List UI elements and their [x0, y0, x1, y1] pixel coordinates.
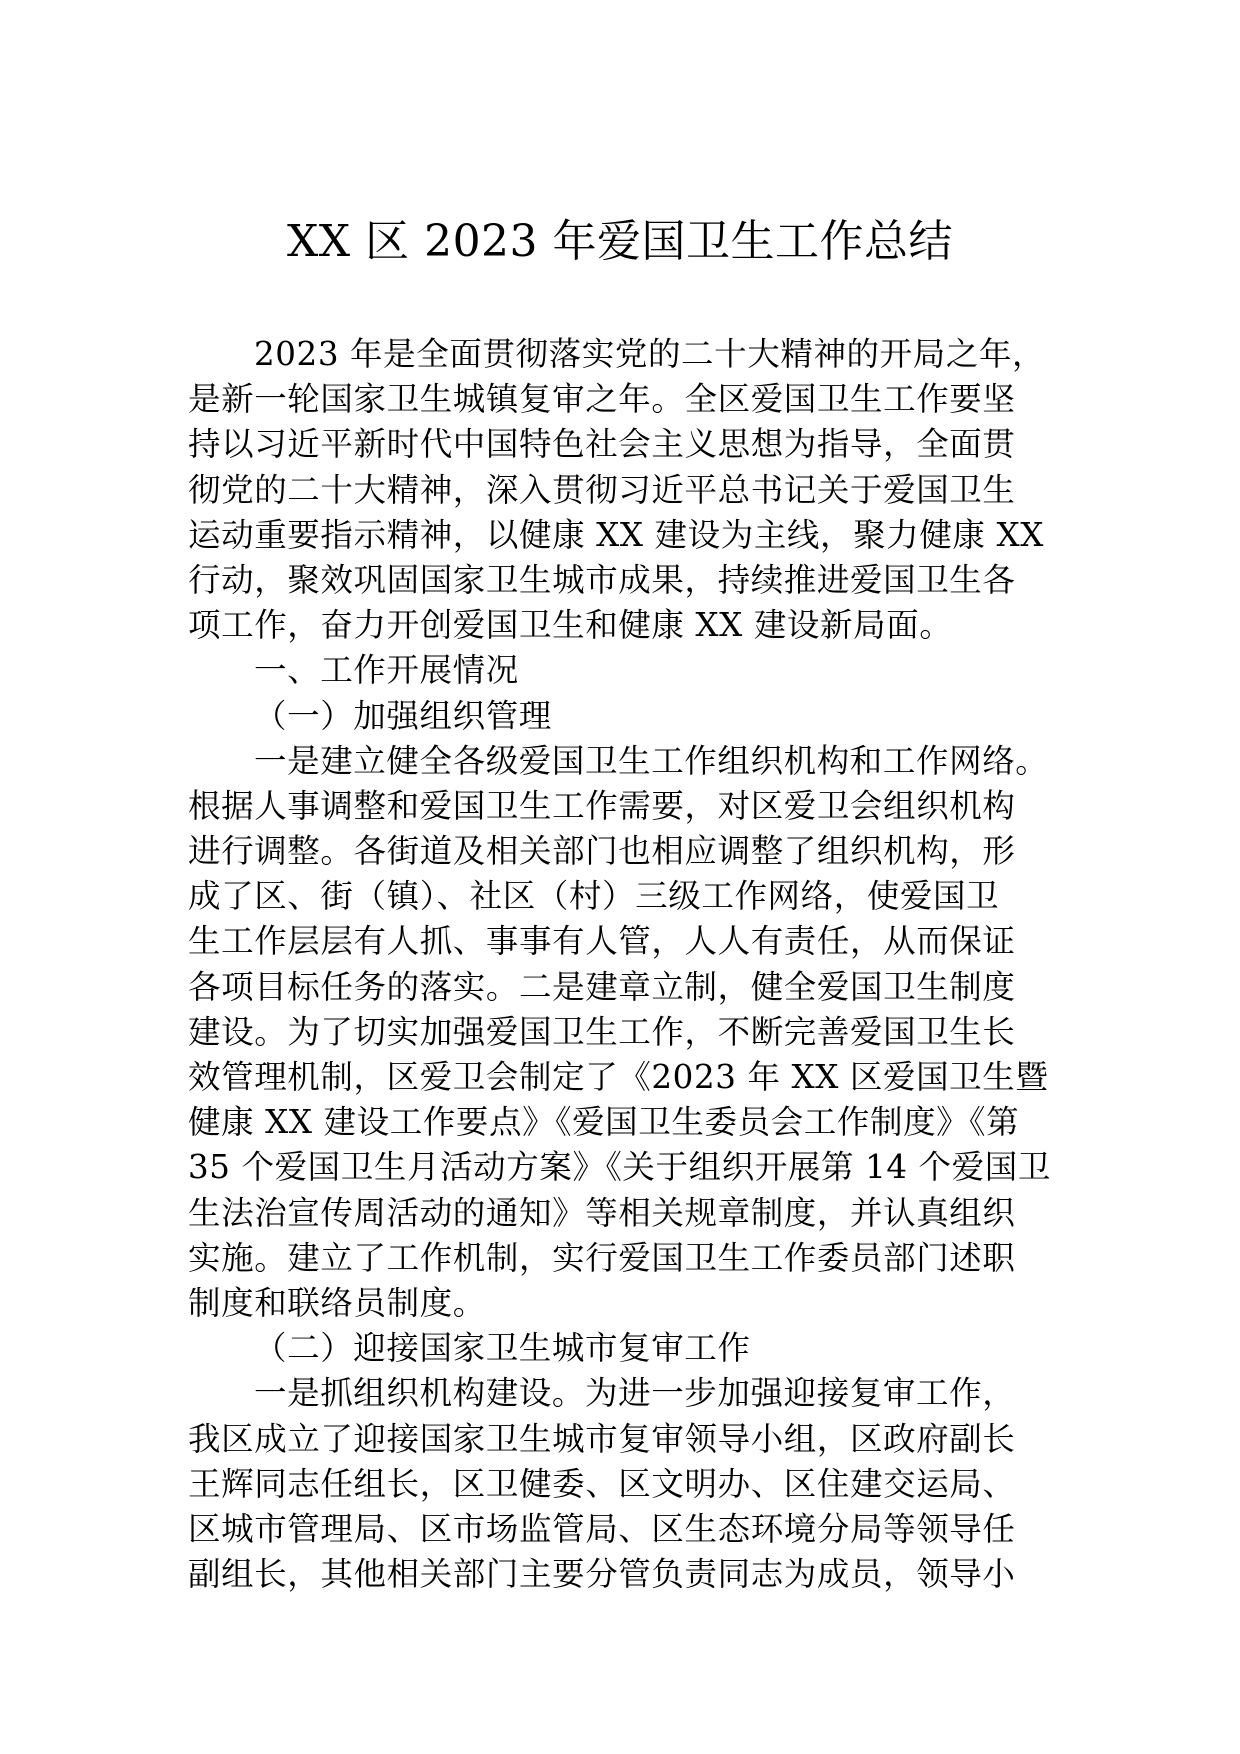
text-line: 制度和联络员制度。 [188, 1283, 486, 1322]
text-line: 我区成立了迎接国家卫生城市复审领导小组，区政府副长 [188, 1419, 1016, 1458]
subsection-heading: （二）迎接国家卫生城市复审工作 [254, 1329, 751, 1368]
text-line: 是新一轮国家卫生城镇复审之年。全区爱国卫生工作要坚 [188, 380, 1016, 419]
text-line: 建设。为了切实加强爱国卫生工作，不断完善爱国卫生长 [188, 1012, 1016, 1051]
document-title: XX 区 2023 年爱国卫生工作总结 [286, 216, 954, 267]
text-line: 区城市管理局、区市场监管局、区生态环境分局等领导任 [188, 1509, 1016, 1548]
text-line: 运动重要指示精神，以健康 XX 建设为主线，聚力健康 XX [188, 515, 1044, 554]
text-line: 各项目标任务的落实。二是建章立制，健全爱国卫生制度 [188, 967, 1016, 1006]
text-line: 进行调整。各街道及相关部门也相应调整了组织机构，形 [188, 832, 1016, 871]
document-body [188, 332, 1068, 1597]
text-line: 35 个爱国卫生月活动方案》《关于组织开展第 14 个爱国卫 [188, 1148, 1051, 1187]
section-heading: 一、工作开展情况 [254, 651, 519, 690]
text-line: 实施。建立了工作机制，实行爱国卫生工作委员部门述职 [188, 1238, 1016, 1277]
text-line: 副组长，其他相关部门主要分管负责同志为成员，领导小 [188, 1555, 1016, 1594]
text-line: 王辉同志任组长，区卫健委、区文明办、区住建交运局、 [188, 1464, 1016, 1503]
text-line: 成了区、街（镇）、社区（村）三级工作网络，使爱国卫 [188, 877, 1000, 916]
text-line: 生法治宣传周活动的通知》等相关规章制度，并认真组织 [188, 1193, 1016, 1232]
text-line: 彻党的二十大精神，深入贯彻习近平总书记关于爱国卫生 [188, 470, 1016, 509]
text-line: 一是建立健全各级爱国卫生工作组织机构和工作网络。 [254, 741, 1049, 780]
text-line: 一是抓组织机构建设。为进一步加强迎接复审工作， [254, 1374, 1016, 1413]
subsection-heading: （一）加强组织管理 [254, 696, 552, 735]
text-line: 项工作，奋力开创爱国卫生和健康 XX 建设新局面。 [188, 606, 953, 645]
text-line: 效管理机制，区爱卫会制定了《2023 年 XX 区爱国卫生暨 [188, 1058, 1049, 1096]
text-line: 行动，聚效巩固国家卫生城市成果，持续推进爱国卫生各 [188, 560, 1016, 599]
text-line: 生工作层层有人抓、事事有人管，人人有责任，从而保证 [188, 922, 1016, 961]
text-line: 健康 XX 建设工作要点》《爱国卫生委员会工作制度》《第 [188, 1103, 1020, 1142]
text-line: 持以习近平新时代中国特色社会主义思想为指导，全面贯 [188, 425, 1016, 464]
text-line: 根据人事调整和爱国卫生工作需要，对区爱卫会组织机构 [188, 786, 1016, 825]
text-line: 2023 年是全面贯彻落实党的二十大精神的开局之年， [254, 335, 1046, 373]
